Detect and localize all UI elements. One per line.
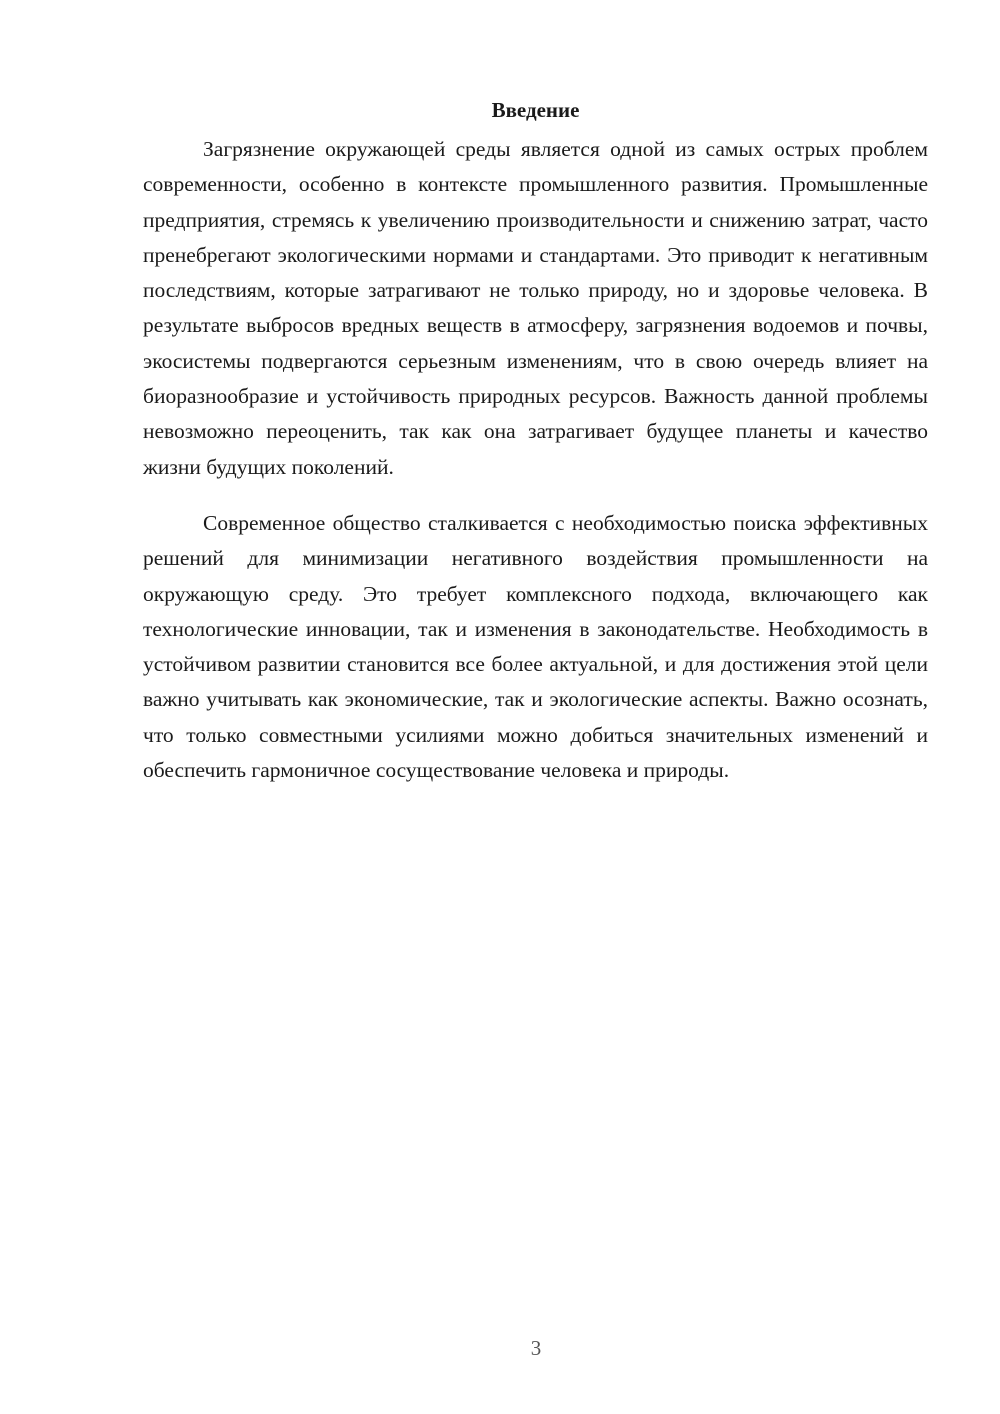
- page-number: 3: [530, 1336, 542, 1360]
- page-content: [143, 96, 928, 788]
- paragraph-2: Современное общество сталкивается с необходимостью поиска эффективных решений для минимизации негативного воздействия промышленности на окружающую среду. Это требует комплексного подхода, включающего как технологические инновации, так и изменения в законодательстве. Необходимость в устойчивом развитии становится все более актуальной, и для достижения этой цели важно учитывать как экономические, так и экологические аспекты. Важно осознать, что только совместными усилиями можно добиться значительных изменений и обеспечить гармоничное сосуществование человека и природы.: [143, 510, 928, 783]
- section-title: Введение: [491, 98, 580, 122]
- paragraph-1: Загрязнение окружающей среды является одной из самых острых проблем современности, особенно в контексте промышленного развития. Промышленные предприятия, стремясь к увеличению производительности и снижению затрат, часто пренебрегают экологическими нормами и стандартами. Это приводит к негативным последствиям, которые затрагивают не только природу, но и здоровье человека. В результате выбросов вредных веществ в атмосферу, загрязнения водоемов и почвы, экосистемы подвергаются серьезным изменениям, что в свою очередь влияет на биоразнообразие и устойчивость природных ресурсов. Важность данной проблемы невозможно переоценить, так как она затрагивает будущее планеты и качество жизни будущих поколений.: [143, 137, 928, 479]
